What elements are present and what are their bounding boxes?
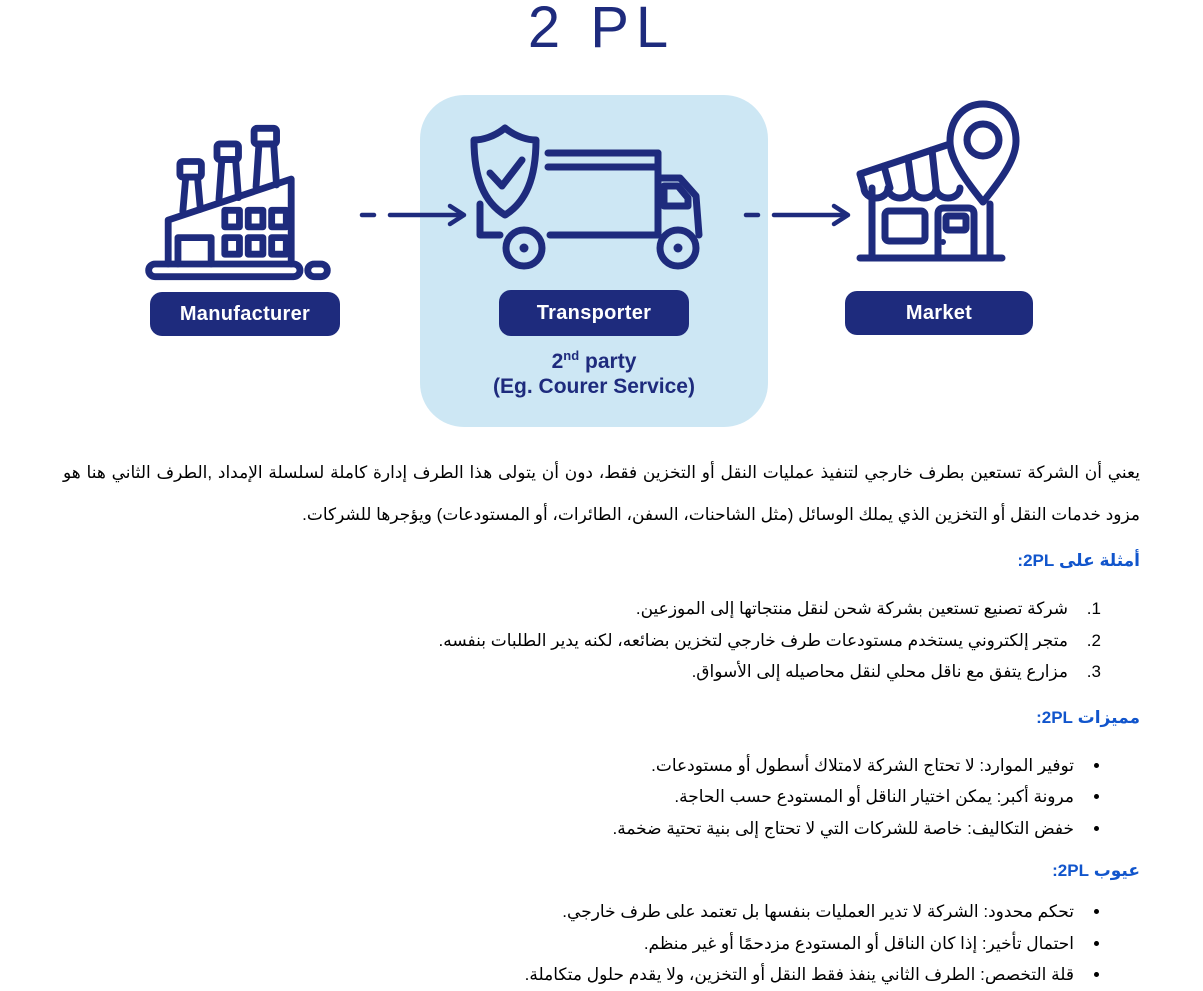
factory-icon xyxy=(135,116,340,288)
second-party-ordinal: nd xyxy=(563,348,580,363)
list-item: • خفض التكاليف: خاصة للشركات التي لا تحتاج إلى بنية تحتية ضخمة. xyxy=(63,813,1082,845)
flow-arrow-icon xyxy=(358,202,480,228)
examples-list xyxy=(63,593,1140,688)
document-body xyxy=(63,452,1140,991)
second-party-word: party xyxy=(579,350,637,373)
section-heading-advantages: مميزات 2PL: xyxy=(1036,707,1140,727)
truck-shield-icon xyxy=(462,118,717,278)
list-item: • قلة التخصص: الطرف الثاني ينفذ فقط النقل أو التخزين، ولا يقدم حلول متكاملة. xyxy=(63,959,1082,991)
transporter-badge: Transporter xyxy=(499,290,689,336)
list-item: 2. متجر إلكتروني يستخدم مستودعات طرف خارجي لتخزين بضائعه، لكنه يدير الطلبات بنفسه. xyxy=(63,625,1082,657)
flow-arrow-icon xyxy=(742,202,864,228)
list-item: • احتمال تأخير: إذا كان الناقل أو المستودع مزدحمًا أو غير منظم. xyxy=(63,928,1082,960)
list-item: • توفير الموارد: لا تحتاج الشركة لامتلاك أسطول أو مستودعات. xyxy=(63,750,1082,782)
advantages-list xyxy=(63,750,1140,845)
section-heading-disadvantages: عيوب 2PL: xyxy=(1052,861,1140,880)
list-item: • تحكم محدود: الشركة لا تدير العمليات بنفسها بل تعتمد على طرف خارجي. xyxy=(63,896,1082,928)
intro-paragraph: يعني أن الشركة تستعين بطرف خارجي لتنفيذ عمليات النقل أو التخزين فقط، دون أن يتولى هذا الطرف إدارة كاملة لسلسلة الإمداد ,الطرف الثاني هنا هو مزود خدمات النقل أو التخزين الذي يملك الوسائل (مثل الشاحنات، السفن، الطائرات، أو المستودعات) ويؤجرها للشركات. xyxy=(63,463,1140,524)
list-item: 3. مزارع يتفق مع ناقل محلي لنقل محاصيله إلى الأسواق. xyxy=(63,656,1082,688)
list-item: • مرونة أكبر: يمكن اختيار الناقل أو المستودع حسب الحاجة. xyxy=(63,781,1082,813)
section-heading-examples: أمثلة على 2PL: xyxy=(1017,551,1140,570)
store-pin-icon xyxy=(852,96,1042,281)
manufacturer-badge: Manufacturer xyxy=(150,292,340,336)
2pl-diagram xyxy=(0,0,1203,440)
courier-service-caption: (Eg. Courer Service) xyxy=(493,375,695,398)
second-party-caption xyxy=(420,348,768,374)
market-badge: Market xyxy=(845,291,1033,335)
list-item: 1. شركة تصنيع تستعين بشركة شحن لنقل منتجاتها إلى الموزعين. xyxy=(63,593,1082,625)
disadvantages-list xyxy=(63,896,1140,991)
second-party-number: 2 xyxy=(551,350,564,373)
diagram-title: 2 PL xyxy=(527,0,676,60)
